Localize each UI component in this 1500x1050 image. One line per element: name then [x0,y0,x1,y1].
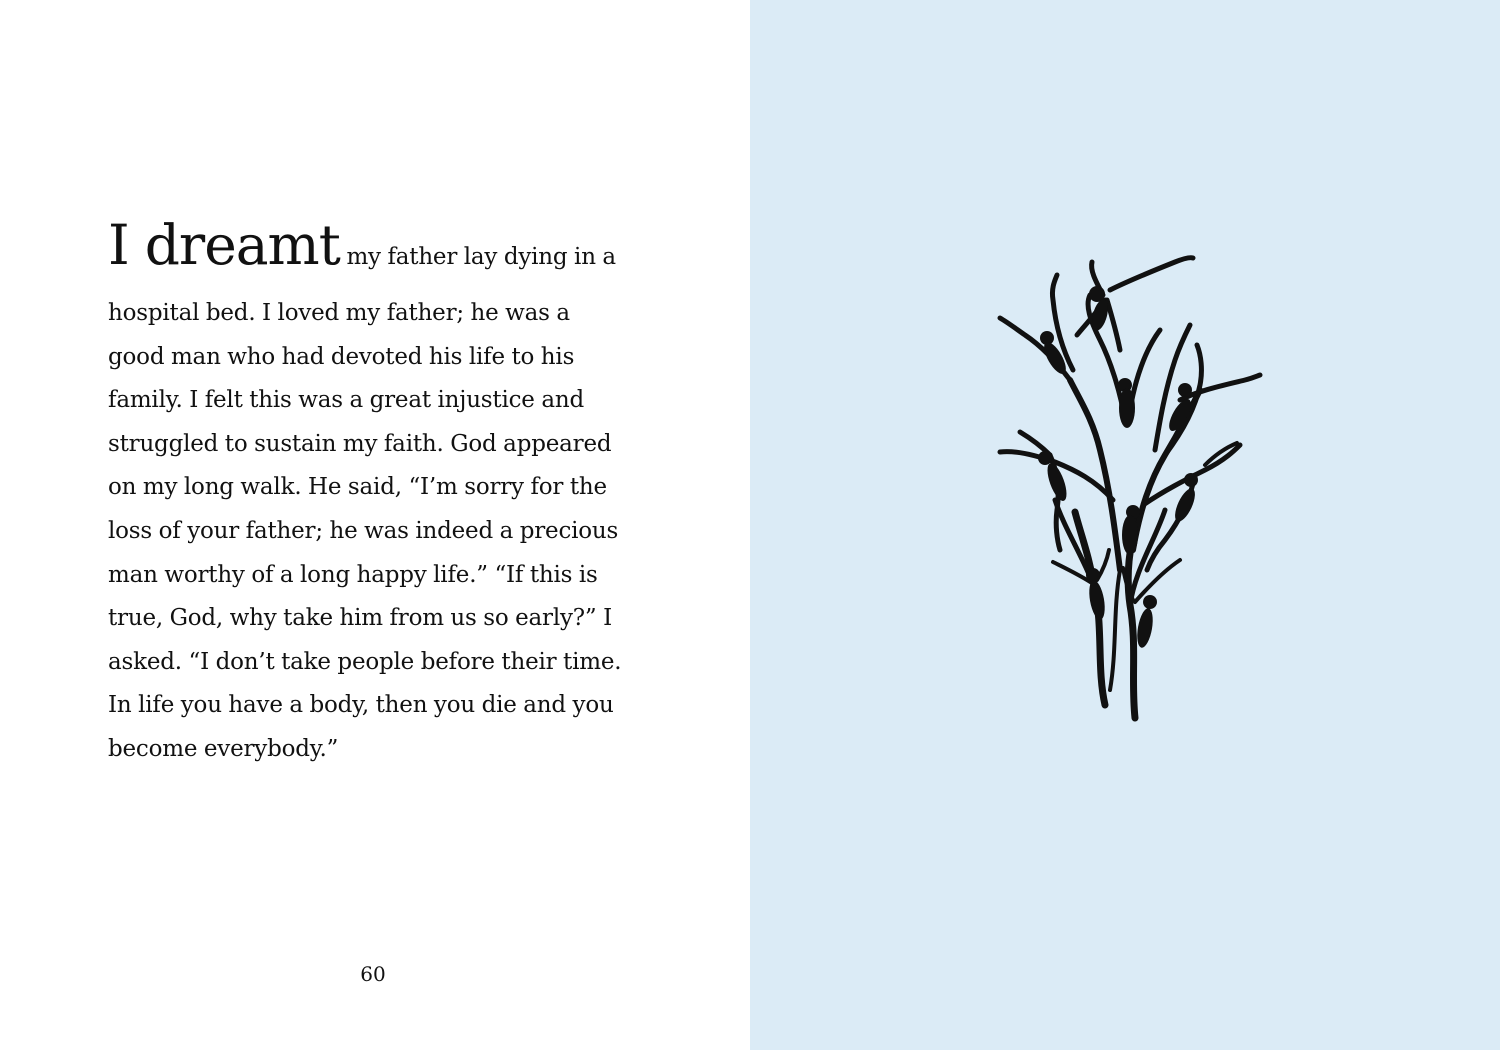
text-line: loss of your father; he was indeed a precious [108,517,619,544]
text-line: good man who had devoted his life to his [108,343,575,370]
text-line: my father lay dying in a [346,244,616,270]
text-line: true, God, why take him from us so early?” I [108,605,612,632]
text-line: In life you have a body, then you die and you [108,692,614,719]
first-line [108,213,668,292]
text-line: asked. “I don’t take people before their time. [108,648,622,675]
text-line: family. I felt this was a great injustice and [108,387,584,414]
body-text [108,213,668,772]
text-line: on my long walk. He said, “I’m sorry for the [108,474,607,501]
lead-words: I dreamt [108,213,340,277]
text-line: man worthy of a long happy life.” “If this is [108,561,598,588]
text-line: hospital bed. I loved my father; he was a [108,300,570,326]
page-number: 60 [360,962,386,986]
text-line: struggled to sustain my faith. God appeared [108,430,612,457]
branching-human-figures-icon [985,250,1275,730]
text-line: become everybody.” [108,735,339,762]
